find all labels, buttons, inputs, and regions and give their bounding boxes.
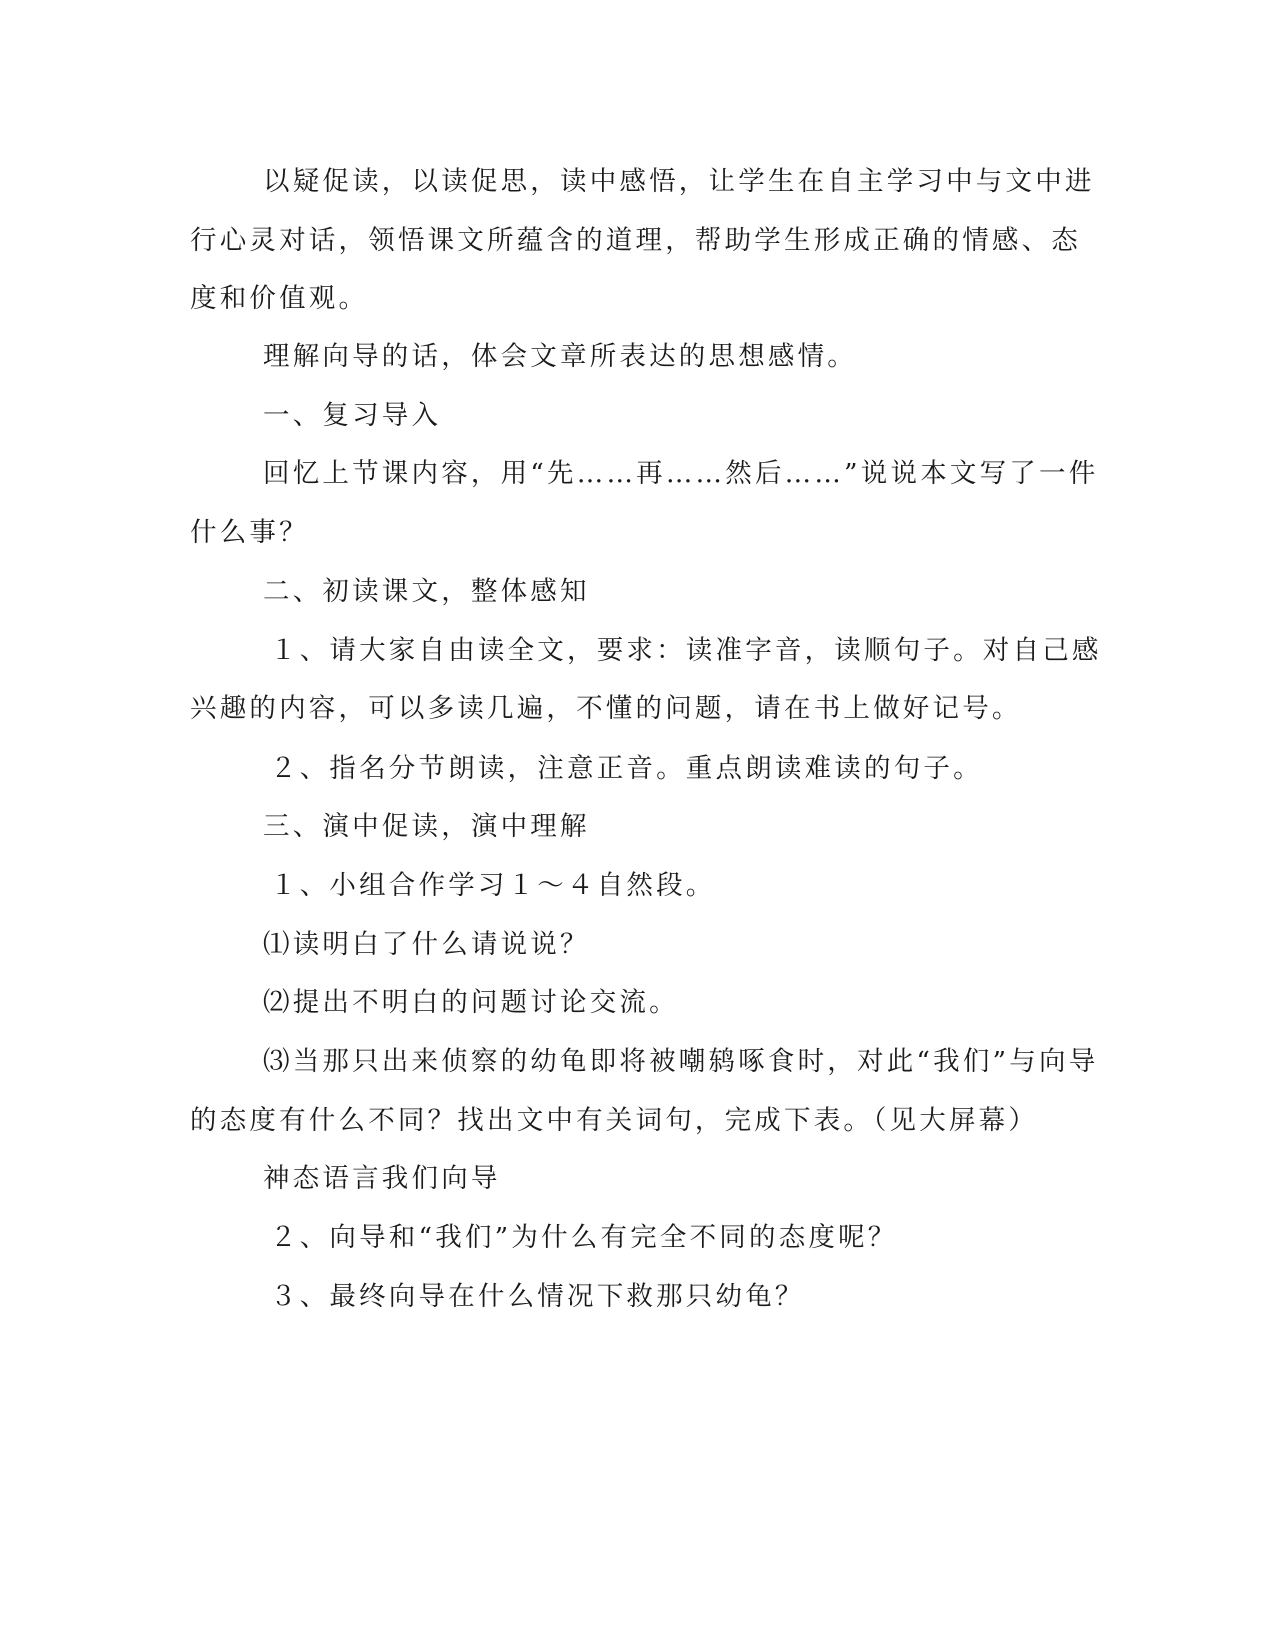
list-item: ２、指名分节朗读，注意正音。重点朗读难读的句子。	[270, 753, 983, 784]
sub-list-item: ⑶当那只出来侦察的幼龟即将被嘲鸫啄食时，对此“我们”与向导	[263, 1046, 1099, 1077]
list-item: １、请大家自由读全文，要求：读准字音，读顺句子。对自己感	[270, 635, 1102, 666]
paragraph-line: 以疑促读，以读促思，读中感悟，让学生在自主学习中与文中进	[263, 166, 1095, 197]
paragraph-line: 理解向导的话，体会文章所表达的思想感情。	[263, 341, 857, 372]
paragraph-line: 的态度有什么不同？找出文中有关词句，完成下表。（见大屏幕）	[190, 1105, 1039, 1136]
sub-list-item: ⑵提出不明白的问题讨论交流。	[263, 987, 679, 1018]
paragraph-line: 度和价值观。	[190, 283, 369, 314]
table-caption: 神态语言我们向导	[263, 1163, 501, 1194]
list-item: １、小组合作学习１～４自然段。	[270, 870, 716, 901]
section-heading: 一、复习导入	[263, 400, 442, 431]
paragraph-line: 兴趣的内容，可以多读几遍，不懂的问题，请在书上做好记号。	[190, 693, 1022, 724]
list-item: ３、最终向导在什么情况下救那只幼龟？	[270, 1281, 805, 1312]
paragraph-line: 回忆上节课内容，用“先……再……然后……”说说本文写了一件	[263, 458, 1099, 489]
paragraph-line: 行心灵对话，领悟课文所蕴含的道理，帮助学生形成正确的情感、态	[190, 225, 1081, 256]
list-item: ２、向导和“我们”为什么有完全不同的态度呢？	[270, 1222, 898, 1253]
sub-list-item: ⑴读明白了什么请说说？	[263, 929, 590, 960]
section-heading: 二、初读课文，整体感知	[263, 576, 590, 607]
paragraph-line: 什么事？	[190, 517, 309, 548]
section-heading: 三、演中促读，演中理解	[263, 811, 590, 842]
